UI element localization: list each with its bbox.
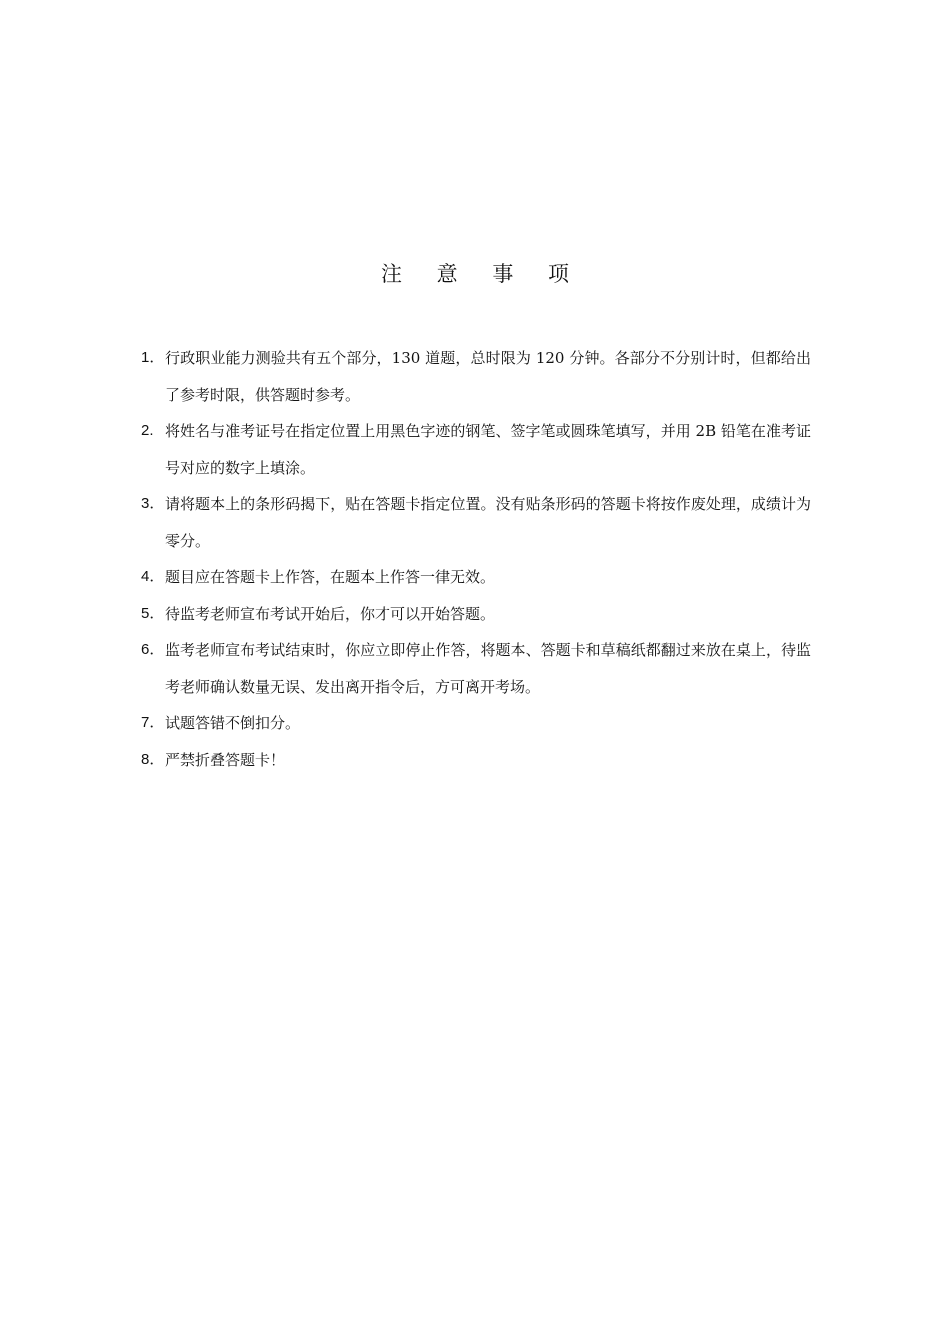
- item-text: 试题答错不倒扣分。: [165, 714, 301, 732]
- item-text: 监考老师宣布考试结束时，你应立即停止作答，将题本、答题卡和草稿纸都翻过来放在桌上，待监考老师确认数量无误、发出离开指令后，方可离开考场。: [165, 641, 811, 696]
- list-item: [141, 705, 811, 742]
- item-number: 4．: [141, 568, 165, 585]
- list-item: [141, 413, 811, 486]
- item-number: 5．: [141, 604, 165, 622]
- list-item: [141, 742, 811, 779]
- item-number: 6．: [141, 641, 165, 658]
- item-number: 8．: [141, 750, 165, 768]
- item-number: 2.: [141, 422, 154, 439]
- item-number: 3．: [141, 495, 165, 512]
- item-text: 题目应在答题卡上作答，在题本上作答一律无效。: [165, 568, 496, 586]
- page-title: 注 意 事 项: [380, 262, 584, 286]
- item-text: 将姓名与准考证号在指定位置上用黑色字迹的钢笔、签字笔或圆珠笔填写，并用 2B 铅笔在准考证号对应的数字上填涂。: [165, 422, 811, 477]
- list-item: [141, 559, 811, 596]
- item-text: 待监考老师宣布考试开始后，你才可以开始答题。: [165, 604, 496, 623]
- list-item: [141, 340, 811, 413]
- list-item: [141, 486, 811, 559]
- item-text: 行政职业能力测验共有五个部分，130 道题，总时限为 120 分钟。各部分不分别计时，但都给出了参考时限，供答题时参考。: [165, 349, 811, 404]
- notice-list: [141, 340, 811, 778]
- list-item: [141, 596, 811, 633]
- item-number: 1．: [141, 349, 165, 366]
- list-item: [141, 632, 811, 705]
- item-number: 7．: [141, 714, 165, 731]
- item-text: 严禁折叠答题卡！: [165, 750, 286, 769]
- item-text: 请将题本上的条形码揭下，贴在答题卡指定位置。没有贴条形码的答题卡将按作废处理，成绩计为零分。: [165, 495, 811, 550]
